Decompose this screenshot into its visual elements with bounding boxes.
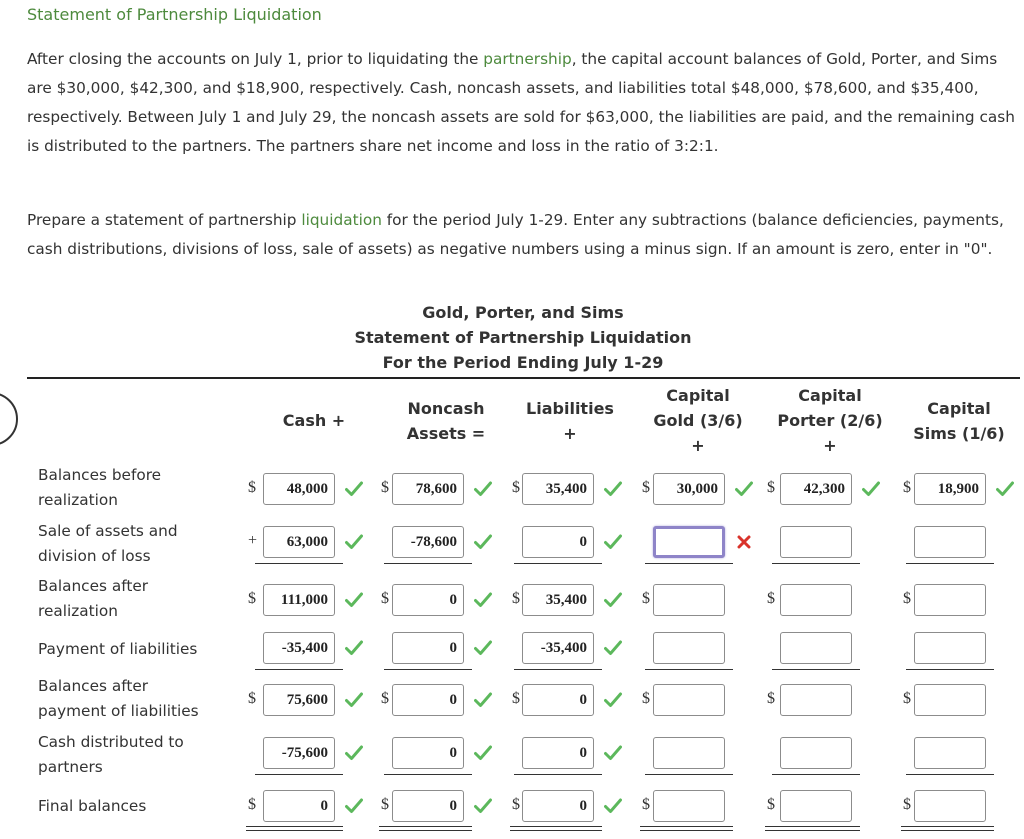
dollar-sign: $ xyxy=(767,796,775,813)
total-double-rule xyxy=(379,826,472,831)
plus-sign: + xyxy=(248,532,258,549)
column-header-line: Liabilities xyxy=(526,399,614,418)
subtotal-rule xyxy=(772,774,860,775)
dollar-sign: $ xyxy=(642,690,650,707)
amount-input-cash[interactable]: 48,000 xyxy=(263,473,335,505)
row-label: Balances after xyxy=(38,677,149,695)
dollar-sign: $ xyxy=(248,690,256,707)
dollar-sign: $ xyxy=(903,796,911,813)
partnership-glossary-link[interactable]: partnership xyxy=(483,50,572,68)
column-header-line: Sims (1/6) xyxy=(913,424,1005,443)
column-header-line: + xyxy=(563,424,577,443)
statement-company: Gold, Porter, and Sims xyxy=(422,303,624,322)
subtotal-rule xyxy=(772,563,860,564)
check-icon xyxy=(735,481,753,497)
subtotal-rule xyxy=(255,563,343,564)
column-header-porter xyxy=(765,383,895,458)
dollar-sign: $ xyxy=(903,479,911,496)
row-label: division of loss xyxy=(38,547,151,565)
dollar-sign: $ xyxy=(381,479,389,496)
row-label: payment of liabilities xyxy=(38,702,199,720)
amount-input-sims[interactable] xyxy=(914,584,986,616)
amount-input-liabilities[interactable]: 35,400 xyxy=(522,584,594,616)
column-header-gold xyxy=(638,383,758,458)
liquidation-glossary-link[interactable]: liquidation xyxy=(301,211,382,229)
total-double-rule xyxy=(246,826,343,831)
subtotal-rule xyxy=(772,669,860,670)
column-header-line: Capital xyxy=(927,399,991,418)
check-icon xyxy=(345,534,363,550)
dollar-sign: $ xyxy=(642,796,650,813)
amount-input-liabilities[interactable]: -35,400 xyxy=(522,632,594,664)
column-header-noncash xyxy=(386,396,506,446)
subtotal-rule xyxy=(255,774,343,775)
total-double-rule xyxy=(640,826,733,831)
subtotal-rule xyxy=(384,669,472,670)
check-icon xyxy=(604,692,622,708)
dollar-sign: $ xyxy=(248,590,256,607)
dollar-sign: $ xyxy=(381,690,389,707)
column-header-line: Cash + xyxy=(282,411,346,430)
check-icon xyxy=(474,592,492,608)
column-header-line: Assets = xyxy=(406,424,486,443)
problem-paragraph xyxy=(27,45,1017,161)
subtotal-rule xyxy=(255,669,343,670)
amount-input-porter[interactable] xyxy=(780,790,852,822)
check-icon xyxy=(604,640,622,656)
column-header-line: + xyxy=(823,436,837,455)
paragraph-text: , the capital account balances of Gold, Porter, and Sims are $30,000, $42,300, and $18,900, respectively. Cash, noncash assets, and liabilities total $48,000, $78,600, and $35,400, respectively. Between July 1 and July 29, the noncash assets are sold for $63,000, the liabilities are paid, and the remaining cash is distributed to the partners. The partners share net income and loss in the ratio of 3:2:1. xyxy=(27,50,1015,155)
column-header-line: Porter (2/6) xyxy=(777,411,883,430)
row-label: Balances before xyxy=(38,466,162,484)
dollar-sign: $ xyxy=(767,590,775,607)
row-label: Final balances xyxy=(38,797,147,815)
row-label: Payment of liabilities xyxy=(38,640,198,658)
amount-input-noncash[interactable]: 0 xyxy=(392,790,464,822)
column-header-line: + xyxy=(691,436,705,455)
check-icon xyxy=(474,745,492,761)
total-double-rule xyxy=(901,826,994,831)
subtotal-rule xyxy=(645,563,733,564)
amount-input-liabilities[interactable]: 0 xyxy=(522,790,594,822)
column-header-sims xyxy=(900,396,1018,446)
amount-input-liabilities[interactable]: 0 xyxy=(522,684,594,716)
check-icon xyxy=(345,640,363,656)
check-icon xyxy=(345,692,363,708)
amount-input-porter[interactable] xyxy=(780,684,852,716)
check-icon xyxy=(604,534,622,550)
dollar-sign: $ xyxy=(767,690,775,707)
dollar-sign: $ xyxy=(512,479,520,496)
subtotal-rule xyxy=(906,563,994,564)
amount-input-noncash[interactable]: 0 xyxy=(392,684,464,716)
instructions-paragraph xyxy=(27,206,1017,264)
dollar-sign: $ xyxy=(512,690,520,707)
amount-input-liabilities[interactable]: 0 xyxy=(522,526,594,558)
amount-input-porter[interactable]: 42,300 xyxy=(780,473,852,505)
amount-input-sims[interactable] xyxy=(914,790,986,822)
amount-input-liabilities[interactable]: 35,400 xyxy=(522,473,594,505)
dollar-sign: $ xyxy=(903,590,911,607)
row-label: Cash distributed to xyxy=(38,733,184,751)
dollar-sign: $ xyxy=(642,590,650,607)
statement-name: Statement of Partnership Liquidation xyxy=(354,328,692,347)
amount-input-gold[interactable] xyxy=(653,584,725,616)
dollar-sign: $ xyxy=(381,590,389,607)
amount-input-noncash[interactable]: 0 xyxy=(392,632,464,664)
amount-input-cash[interactable]: 75,600 xyxy=(263,684,335,716)
subtotal-rule xyxy=(645,669,733,670)
amount-input-sims[interactable] xyxy=(914,684,986,716)
page-title: Statement of Partnership Liquidation xyxy=(27,5,322,24)
amount-input-cash[interactable]: 63,000 xyxy=(263,526,335,558)
subtotal-rule xyxy=(906,669,994,670)
check-icon xyxy=(345,592,363,608)
check-icon xyxy=(474,798,492,814)
subtotal-rule xyxy=(645,774,733,775)
dollar-sign: $ xyxy=(767,479,775,496)
amount-input-gold[interactable] xyxy=(653,684,725,716)
partial-circle-button[interactable] xyxy=(0,392,18,446)
subtotal-rule xyxy=(384,563,472,564)
amount-input-cash[interactable]: -75,600 xyxy=(263,737,335,769)
amount-input-cash[interactable]: 0 xyxy=(263,790,335,822)
check-icon xyxy=(474,481,492,497)
check-icon xyxy=(862,481,880,497)
dollar-sign: $ xyxy=(512,590,520,607)
dollar-sign: $ xyxy=(381,796,389,813)
amount-input-porter[interactable] xyxy=(780,632,852,664)
column-header-line: Noncash xyxy=(407,399,485,418)
check-icon xyxy=(474,692,492,708)
amount-input-gold[interactable] xyxy=(653,632,725,664)
check-icon xyxy=(604,798,622,814)
subtotal-rule xyxy=(514,774,602,775)
amount-input-porter[interactable] xyxy=(780,526,852,558)
amount-input-noncash[interactable]: 78,600 xyxy=(392,473,464,505)
row-label: realization xyxy=(38,491,118,509)
subtotal-rule xyxy=(514,563,602,564)
column-header-line: Capital xyxy=(666,386,730,405)
row-label: partners xyxy=(38,758,103,776)
dollar-sign: $ xyxy=(642,479,650,496)
paragraph-text: After closing the accounts on July 1, prior to liquidating the xyxy=(27,50,484,68)
subtotal-rule xyxy=(384,774,472,775)
column-header-cash xyxy=(264,408,364,433)
row-label: realization xyxy=(38,602,118,620)
check-icon xyxy=(604,592,622,608)
instructions-text: Prepare a statement of partnership xyxy=(27,211,302,229)
column-header-line: Capital xyxy=(798,386,862,405)
amount-input-gold[interactable]: 30,000 xyxy=(653,473,725,505)
amount-input-noncash[interactable]: 0 xyxy=(392,737,464,769)
amount-input-cash[interactable]: -35,400 xyxy=(263,632,335,664)
subtotal-rule xyxy=(514,669,602,670)
check-icon xyxy=(996,481,1014,497)
dollar-sign: $ xyxy=(512,796,520,813)
amount-input-liabilities[interactable]: 0 xyxy=(522,737,594,769)
amount-input-gold[interactable] xyxy=(653,737,725,769)
amount-input-noncash[interactable]: 0 xyxy=(392,584,464,616)
amount-input-sims[interactable] xyxy=(914,632,986,664)
header-rule xyxy=(27,377,1020,379)
dollar-sign: $ xyxy=(248,479,256,496)
check-icon xyxy=(474,640,492,656)
total-double-rule xyxy=(510,826,602,831)
amount-input-sims[interactable] xyxy=(914,526,986,558)
row-label: Sale of assets and xyxy=(38,522,178,540)
amount-input-porter[interactable] xyxy=(780,584,852,616)
check-icon xyxy=(345,481,363,497)
dollar-sign: $ xyxy=(903,690,911,707)
check-icon xyxy=(345,798,363,814)
check-icon xyxy=(604,481,622,497)
check-icon xyxy=(345,745,363,761)
amount-input-sims[interactable]: 18,900 xyxy=(914,473,986,505)
amount-input-gold[interactable] xyxy=(653,790,725,822)
total-double-rule xyxy=(765,826,860,831)
row-label: Balances after xyxy=(38,577,149,595)
column-header-liabilities xyxy=(520,396,620,446)
dollar-sign: $ xyxy=(248,796,256,813)
amount-input-sims[interactable] xyxy=(914,737,986,769)
amount-input-gold[interactable] xyxy=(653,526,725,558)
check-icon xyxy=(474,534,492,550)
instructions-text: for the period July 1-29. Enter any subtractions (balance deficiencies, payments, cash distributions, divisions of loss, sale of assets) as negative numbers using a minus sign. If an amount is zero, enter in "0". xyxy=(27,211,1004,258)
column-header-line: Gold (3/6) xyxy=(653,411,743,430)
statement-period: For the Period Ending July 1-29 xyxy=(382,353,664,372)
x-mark-icon xyxy=(737,535,751,549)
amount-input-porter[interactable] xyxy=(780,737,852,769)
amount-input-cash[interactable]: 111,000 xyxy=(263,584,335,616)
subtotal-rule xyxy=(906,774,994,775)
amount-input-noncash[interactable]: -78,600 xyxy=(392,526,464,558)
check-icon xyxy=(604,745,622,761)
